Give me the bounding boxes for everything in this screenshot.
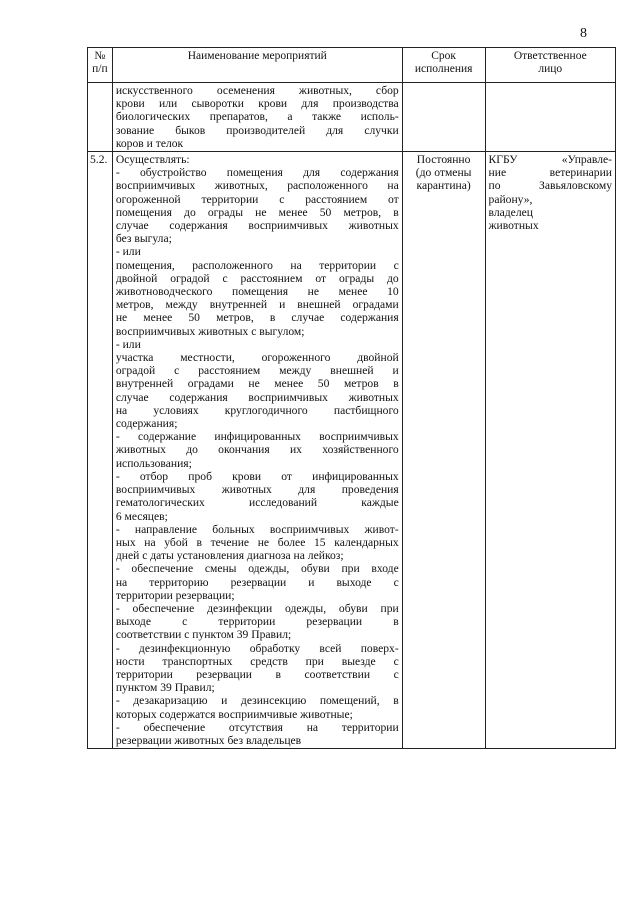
measure-line: 6 месяцев; [115,509,168,523]
term-text [402,83,485,152]
measure-line: не менее 50 метров, в случае содержания [115,311,399,325]
measure-line: огороженной территории с расстоянием от [115,192,399,206]
term-text [402,152,485,749]
measure-line: пунктом 39 Правил; [115,681,215,695]
row-number: 5.2. [88,152,113,749]
measure-line: соответствии с пунктом 39 Правил; [115,628,292,642]
responsible-line: району», [488,192,533,206]
term-line: (до отмены [415,166,472,180]
measure-line: случае содержания восприимчивых животных [115,390,399,404]
measure-line: - отбор проб крови от инфицированных [115,469,399,483]
responsible-line: животных [488,219,539,233]
header-number: № п/п [88,48,113,83]
measure-line: использования; [115,456,192,470]
header-term: Срок исполнения [402,48,485,83]
term-line: карантина) [416,179,471,193]
measure-line: двойной оградой с расстоянием от ограды до [115,271,399,285]
responsible-line: ние ветеринарии [488,166,612,180]
measure-line: восприимчивых животных, расположенного на [115,179,399,193]
measure-line: территории резервации; [115,588,235,602]
measure-line: без выгула; [115,232,172,246]
measure-line: которых содержатся восприимчивые животные; [115,707,353,721]
responsible-text [485,83,615,152]
measure-line: - или [115,245,141,259]
measure-line: восприимчивых животных с выгулом; [115,324,305,338]
measure-line: оградой с расстоянием между внешней и [115,364,399,378]
measure-line: дней с даты установления диагноза на лейкоз; [115,549,344,563]
page-number: 8 [580,26,587,41]
measure-line: метров, между внутренней и внешней оградами [115,298,399,312]
measure-line: крови или сыворотки крови для производства [115,97,399,111]
measure-line: зование быков производителей для случки [115,123,399,137]
measure-line: - обустройство помещения для содержания [115,166,399,180]
measure-line: территории резервации в соответствии с [115,667,399,681]
measure-line: ных на убой в течение не более 15 календарных [115,535,399,549]
measure-line: участка местности, огороженного двойной [115,351,399,365]
responsible-line: владелец [488,205,533,219]
measure-text [112,83,402,152]
measure-line: помещения до ограды не менее 50 метров, в [115,205,399,219]
measure-line: на территорию резервации и выходе с [115,575,399,589]
table-row [88,83,616,152]
measure-line: Осуществлять: [115,153,190,167]
measure-line: биологических препаратов, а также исполь- [115,110,399,124]
measure-line: резервации животных без владельцев [115,733,302,747]
measure-line: случае содержания восприимчивых животных [115,219,399,233]
measure-line: - содержание инфицированных восприимчивых [115,430,399,444]
measure-line: животных до окончания их хозяйственного [115,443,399,457]
measure-line: помещения, расположенного на территории с [115,258,399,272]
responsible-text [485,152,615,749]
measure-line: искусственного осеменения животных, сбор [115,84,399,97]
measure-line: - обеспечение дезинфекции одежды, обуви при [115,601,399,615]
measure-line: ности транспортных средств при выезде с [115,654,399,668]
measure-line: содержания; [115,417,178,431]
table-row [88,152,616,749]
measure-line: выходе с территории резервации в [115,615,399,629]
measure-line: - направление больных восприимчивых живот- [115,522,399,536]
measure-line: гематологических исследований каждые [115,496,399,510]
responsible-line: по Завьяловскому [488,179,612,193]
measure-line: восприимчивых животных для проведения [115,483,399,497]
header-measure-name: Наименование мероприятий [112,48,402,83]
measure-line: на условиях круглогодичного пастбищного [115,403,399,417]
measure-line: коров и телок [115,136,184,150]
measures-table [87,47,616,749]
header-responsible: Ответственное лицо [485,48,615,83]
row-number [88,83,113,152]
measure-text [112,152,402,749]
measure-line: - дезакаризацию и дезинсекцию помещений, в [115,694,399,708]
table-header-row [88,48,616,83]
measure-line: - обеспечение отсутствия на территории [115,720,399,734]
responsible-line: КГБУ «Управле- [488,153,612,167]
measure-line: внутренней оградами не менее 50 метров в [115,377,399,391]
term-line: Постоянно [416,153,471,167]
measure-line: - или [115,337,141,351]
measure-line: животноводческого помещения не менее 10 [115,285,399,299]
measure-line: - дезинфекционную обработку всей поверх- [115,641,399,655]
measure-line: - обеспечение смены одежды, обуви при входе [115,562,399,576]
